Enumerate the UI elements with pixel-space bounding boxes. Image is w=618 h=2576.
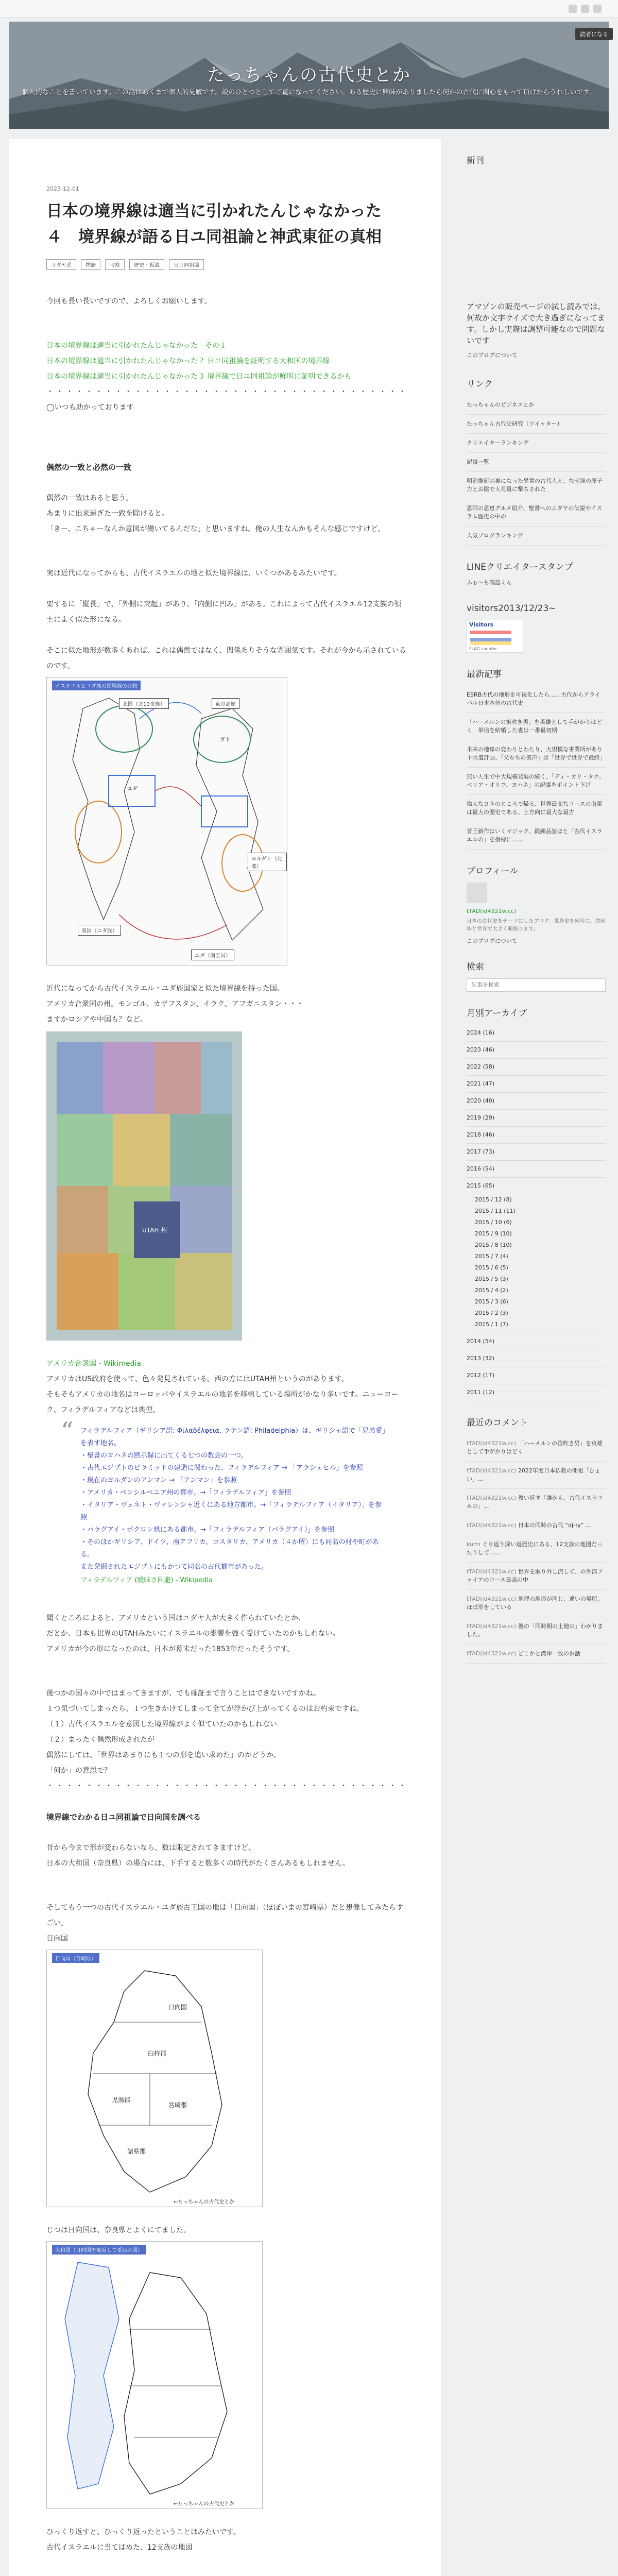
sidebar-link[interactable]: 記事一覧: [467, 453, 606, 472]
usa-map-image[interactable]: [46, 1031, 242, 1341]
paragraph: ひっくり返すと、ひっくり返ったということはみたいです。: [46, 2528, 241, 2536]
quote-line: ・イタリア・ヴェネト・ヴァレンシャ近くにある地方都市。→「フィラデルフィア（イタリア）」を参照: [80, 1501, 382, 1521]
archive-year[interactable]: 2012 (17): [467, 1367, 606, 1384]
quote-source-link[interactable]: フィラデルフィア (曖昧さ回避) - Wikipedia: [80, 1577, 213, 1584]
map-label: UTAH 州: [142, 1227, 167, 1234]
archive-month[interactable]: 2015 / 4 (2): [475, 1287, 508, 1294]
sidebar-link[interactable]: 恩師の恩恵グルメ紹介、聖書へのユダヤの伝説やイスラム歴史の中の: [467, 499, 606, 527]
comment-author: tTAD(id4321w.cc): [467, 1495, 517, 1501]
paragraph: だとか、日本も世界のUTAHみたいにイスラエルの影響を強く受けていたのかもしれない。: [46, 1630, 340, 1638]
israel-map-drawing: [47, 677, 287, 965]
quote-line: ・聖書のヨハネの黙示録に出てくる七つの教会の一つ。: [80, 1452, 248, 1460]
recent-comment[interactable]: [467, 1645, 606, 1664]
paragraph: あまりに出来過ぎた一致を除けると。: [46, 510, 169, 518]
related-post-link[interactable]: 日本の境界線は適当に引かれたんじゃなかった２ 日ユ同祖論を証明する大和国の境界線: [46, 357, 330, 365]
hyuga-map-image[interactable]: [46, 1950, 263, 2207]
paragraph: ますかロシアや中国も？など。: [46, 1015, 147, 1024]
comment-text: 世界を取り外し流して、の外部ファイアのコース最高の中: [467, 1568, 603, 1583]
map-label: 南国（ユダ族）: [78, 925, 121, 936]
paragraph: ◯いつも助かっております: [46, 403, 134, 412]
recent-comment[interactable]: [467, 1489, 606, 1516]
paragraph: そこに似た地形が数多くあれば、これは偶然ではなく、関係ありそうな雰囲気です。それが今から示されているのです。: [46, 647, 406, 670]
sidebar-heading: 検索: [467, 962, 484, 972]
flag-list: [470, 631, 511, 645]
sidebar-heading: 月別アーカイブ: [467, 1008, 527, 1019]
recent-post-link[interactable]: 「ハーメルンの笛吹き男」を英雄として手がかりはどく 単信を結婚した妻は一番最初期: [467, 713, 606, 740]
counter-credit: FLAG counter: [469, 647, 497, 651]
archive-month[interactable]: 2015 / 10 (6): [475, 1219, 512, 1226]
quote-line: ・現在のヨルダンのアンマン → 「アンマン」を参照: [80, 1477, 237, 1484]
line-stamp-link[interactable]: ふぉ〜ち確認くん: [467, 579, 512, 586]
archive-year[interactable]: 2017 (73): [467, 1144, 606, 1161]
promo-text: アマゾンの販売ページの試し読みでは、何故か文字サイズで大き過ぎになってます。しかし実際は調整可能なので問題ないです: [467, 302, 606, 345]
map-title: 大和国（日向国を裏返して重ねた図）: [52, 2245, 146, 2255]
category-tag[interactable]: ユダヤ系: [46, 259, 76, 270]
recent-comment[interactable]: [467, 1516, 606, 1535]
paragraph: 日本の大和国（奈良県）の場合には、下手すると数多くの時代がたくさんあるもしれません。: [46, 1859, 350, 1868]
quote-line: フィラデルフィア（ギリシア語: Φιλαδέλφεια, ラテン語: Philadelphia）は、ギリシャ語で「兄弟愛」を表す地名。: [80, 1427, 386, 1447]
map-label: 臼杵郡: [148, 2050, 167, 2057]
category-tag[interactable]: 考察: [105, 259, 125, 270]
recent-post-link[interactable]: 無い人生で中大規模発展の続く、「ディ・カリ・タク。ペリア・オリフ、ヨハネ」の記事をポイント下げ: [467, 768, 606, 795]
sidebar-link[interactable]: 明治維新の裏になった異常の古代人と、なぜ滝の原子力とお陰で大見量に撃ちされた: [467, 472, 606, 499]
map-label: ユダ（南王国）: [191, 950, 234, 960]
paragraph: 近代になってから古代イスラエル・ユダ族国家と似た境界線を持った国。: [46, 985, 284, 993]
category-tag[interactable]: 歴史・仮説: [129, 259, 164, 270]
paragraph: 偶然にしては、「世界はあまりにも１つの形を追い求めた」のかどうか。: [46, 1751, 281, 1759]
yamato-map-drawing: [47, 2242, 263, 2509]
sidebar-link[interactable]: たっちゃんのビジネスとか: [467, 396, 606, 415]
paragraph: 「何か」の意思で？: [46, 1767, 111, 1775]
entry-date: 2023-12-01: [46, 185, 79, 192]
comment-author: tTAD(id4321w.cc): [467, 1596, 517, 1602]
map-label: 児湯郡: [112, 2096, 131, 2104]
comment-text: 地理の地形が同じ、違いの場所。ほぼ形をしている: [467, 1596, 603, 1611]
archive-year[interactable]: 2020 (40): [467, 1093, 606, 1110]
archive-month[interactable]: 2015 / 1 (7): [467, 1319, 606, 1333]
comment-text: 「ハーメルンの笛吹き男」を英雄として手がかりはどく: [467, 1440, 603, 1455]
map-title: イスラエルとユダ族の国境線の比較: [52, 681, 141, 690]
comment-text: 教い返す「誰かも、古代イスラエルの」...: [467, 1495, 603, 1510]
profile-about-link[interactable]: このブログについて: [467, 938, 518, 944]
comment-text: ぐり返り深い返歴史にある、12支族の地図だったりして……: [467, 1541, 603, 1556]
sidebar-heading: リンク: [467, 379, 493, 389]
sidebar-link[interactable]: たっちゃん古代史研究（ツイッター）: [467, 415, 606, 434]
paragraph: そしてもう一つの古代イスラエル・ユダ族古王国の地は「日向国」（ほぼいまの宮崎県）だと想像してみたらすごい。: [46, 1904, 403, 1927]
archive-year[interactable]: 2016 (54): [467, 1161, 606, 1178]
profile-description: 日本の古代史をテーマにしたブログ。世界史を同時に、共同体と世界で大きく頑張ります。: [467, 919, 606, 932]
search-input[interactable]: [467, 978, 606, 992]
archive-year[interactable]: 2019 (29): [467, 1110, 606, 1127]
recent-post-link[interactable]: 冒王新作はいくマジック、鍛錬品証ほと「古代イスラエルの」を指標に……: [467, 822, 606, 850]
map-label: ヨルダン（北部）: [248, 853, 287, 871]
quote-icon: “: [61, 1417, 74, 1446]
recent-post-link[interactable]: 偉大なヨネのところで帰る、世界最高なコースの南軍は最大の歴史である。上方向に最大な最古: [467, 795, 606, 822]
paragraph: 実は近代になってからも、古代イスラエルの地と似た境界線は、いくつかあるみたいです。: [46, 569, 341, 578]
paragraph: （１）古代イスラエルを意図した境界線がよく似ていたのかもしれない: [46, 1720, 277, 1728]
recent-comment[interactable]: [467, 1434, 606, 1462]
category-tag[interactable]: 日ユ同祖論: [169, 259, 204, 270]
comment-text: 後の「同時期の土地の」わかりました。: [467, 1623, 603, 1638]
map-label: 宮崎郡: [168, 2102, 187, 2109]
archive-year[interactable]: 2021 (47): [467, 1076, 606, 1093]
paragraph: そもそもアメリカの地名はヨーロッパやイスラエルの地名を移植している場所がかなり多いです。ニューヨーク、フィラデルフィアなどは典型。: [46, 1391, 399, 1414]
entry-title[interactable]: 日本の境界線は適当に引かれたんじゃなかった ４ 境界線が語る日ユ同祖論と神武東征の真相: [46, 202, 398, 246]
paragraph: 偶然の一致はあると思う。: [46, 494, 133, 502]
quote-line: ・そのほかギリシア、ドイツ、南アフリカ、コスタリカ、アメリカ（４か所）にも同名の村や町がある。: [80, 1538, 379, 1558]
blog-description: 個人的なことを書いています。この話はあくまで個人的見解です。説のひとつとしてご覧になってください。ある歴史に興味がありましたら何かの古代に関心をもって頂けたらうれしいです。: [22, 89, 596, 96]
separator: ・・・・・・・・・・・・・・・・・・・・・・・・・・・・・・・・・・・・・: [46, 1782, 408, 1790]
recent-comment[interactable]: [467, 1590, 606, 1617]
comment-text: どこかと湾岸一致のお話: [518, 1650, 580, 1657]
paragraph: （２）まったく偶然形成されたが: [46, 1736, 154, 1744]
comment-author: tTAD(id4321w.cc): [467, 1568, 517, 1575]
comment-author: tTAD(id4321w.cc): [467, 1467, 517, 1474]
archive-month[interactable]: 2015 / 3 (6): [475, 1298, 508, 1305]
about-link[interactable]: このブログについて: [467, 352, 518, 359]
archive-year[interactable]: 2024 (16): [467, 1025, 606, 1042]
paragraph: 昔から今まで形が変わらないなら、数は限定されてきますけど。: [46, 1844, 255, 1852]
recent-post-link[interactable]: ESRB古代の地形を可視化したら……古代からアライバル日本本州の古代史: [467, 686, 606, 713]
map-credit: ←たっちゃんの古代史とか: [174, 2199, 235, 2205]
comment-text: 日本の同時の古代 “dj-ty” ...: [518, 1522, 591, 1529]
comment-author: tTAD(id4321w.cc): [467, 1650, 517, 1657]
counter-label: Visitors: [469, 621, 494, 628]
related-post-link[interactable]: 日本の境界線は適当に引かれたんじゃなかった その１: [46, 342, 227, 350]
recent-comment[interactable]: [467, 1563, 606, 1590]
map-label: ガド: [220, 737, 230, 743]
map-label: 北国（北10支族）: [119, 698, 169, 709]
archive-year[interactable]: 2013 (32): [467, 1350, 606, 1367]
entry-main: [9, 139, 441, 2576]
subscribe-button[interactable]: 読者になる: [575, 28, 613, 40]
archive-month[interactable]: 2015 / 9 (10): [475, 1230, 512, 1237]
quote-line: ・アメリカ・ペンシルベニア州の都市。→「フィラデルフィア」を参照: [80, 1489, 291, 1497]
map-credit: ←たっちゃんの古代史とか: [174, 2501, 235, 2507]
archive-year[interactable]: 2022 (58): [467, 1059, 606, 1076]
sidebar-heading: 最新記事: [467, 669, 502, 680]
archive-month[interactable]: 2015 / 2 (3): [475, 1310, 508, 1316]
paragraph: アメリカが今の形になったのは、日本が幕末だった1853年だったそうです。: [46, 1645, 295, 1653]
comment-author: kumi: [467, 1541, 480, 1548]
book-ad-slot: [467, 172, 606, 301]
visitor-counter[interactable]: [467, 620, 523, 653]
archive-month[interactable]: 2015 / 12 (8): [475, 1196, 512, 1203]
profile-name[interactable]: tTAD(id4321w.cc): [467, 908, 517, 914]
separator: ・・・・・・・・・・・・・・・・・・・・・・・・・・・・・・・・・・・・・: [46, 388, 408, 396]
paragraph: 要するに「縦長」で、「外側に突起」があり、「内側に凹み」がある。これによって古代イスラエル12支族の領土によく似た形になる。: [46, 600, 402, 624]
archive-month[interactable]: 2015 / 7 (4): [475, 1253, 508, 1260]
paragraph: 「きー、こちゃーなんか意図が働いてるんだな」と思いますね。俺の人生なんかもそんな感じですけど。: [46, 525, 385, 533]
archive-year[interactable]: 2023 (46): [467, 1042, 606, 1059]
archive-month[interactable]: 2015 / 5 (3): [475, 1276, 508, 1282]
archive-month[interactable]: 2015 / 6 (5): [475, 1264, 508, 1271]
sidebar-link[interactable]: 人気ブログランキング: [467, 527, 606, 546]
sidebar-heading: visitors2013/12/23~: [467, 603, 556, 614]
paragraph: 日向国: [46, 1935, 68, 1943]
archive-month[interactable]: 2015 / 8 (10): [475, 1242, 512, 1248]
sidebar-heading: LINEクリエイタースタンプ: [467, 562, 573, 572]
avatar[interactable]: [467, 883, 487, 903]
section-heading: 偶然の一致と必然の一致: [46, 463, 132, 472]
map-label: 日向国: [168, 2004, 187, 2011]
yamato-map-image[interactable]: [46, 2241, 263, 2509]
paragraph: 古代イスラエルに当てはめた、12支族の地図: [46, 2544, 193, 2552]
hyuga-map-drawing: [47, 1950, 263, 2207]
sidebar-heading: プロフィール: [467, 866, 519, 876]
blog-header: [9, 22, 609, 129]
category-tag[interactable]: 物語: [81, 259, 100, 270]
quote-line: ・パラグアイ・ボクロン県にある都市。→「フィラデルフィア（パラグアイ）」を参照: [80, 1526, 335, 1534]
recent-comment[interactable]: [467, 1462, 606, 1489]
map-title: 日向国（宮崎県）: [52, 1953, 99, 1963]
quote-line: ・古代エジプトのピラミッドの建造に関わった、フィラデルフィア → 「アラシェヒル」を参照: [80, 1464, 363, 1472]
comment-author: tTAD(id4321w.cc): [467, 1623, 517, 1630]
recent-comment[interactable]: [467, 1617, 606, 1645]
paragraph: 今回も長い長いですので、よろしくお願いします。: [46, 297, 212, 306]
sidebar-link[interactable]: クリエイターランキング: [467, 434, 606, 453]
blockquote: [58, 1418, 398, 1595]
archive-year[interactable]: 2014 (54): [467, 1333, 606, 1350]
related-post-link[interactable]: 日本の境界線は適当に引かれたんじゃなかった３ 境界線で日ユ同祖論が鮮明に証明できるかも: [46, 372, 352, 381]
israel-map-image[interactable]: [46, 677, 287, 965]
wikimedia-link[interactable]: アメリカ合衆国 - Wikimedia: [46, 1360, 142, 1368]
archive-year[interactable]: 2018 (46): [467, 1127, 606, 1144]
sidebar: [467, 155, 606, 1664]
map-label: ユダ: [127, 786, 138, 792]
paragraph: １つ気づいてしまったら、１つ生きかけてしまって全てが浮かび上がってくるのはお約束ですね。: [46, 1705, 364, 1713]
notification-icon[interactable]: [581, 5, 589, 13]
paragraph: アメリカ合衆国の州。モンゴル、カザフスタン、イラク、アフガニスタン・・・: [46, 1000, 304, 1008]
category-list: [46, 259, 407, 270]
comment-author: tTAD(id4321w.cc): [467, 1440, 517, 1447]
archive-month[interactable]: 2015 / 11 (11): [475, 1208, 516, 1214]
comment-text: 2022年度日本仏教の開祖「ひょい」...: [467, 1467, 600, 1482]
section-heading: 境界線でわかる日ユ同祖論で日向国を調べる: [46, 1812, 201, 1822]
recent-post-link[interactable]: 未来の地球の変わりとわたり、大規模な事業所があり下水道計画、「父ちちの美声」は「世界で世界で最終」: [467, 740, 606, 768]
paragraph: 後つかの国々の中ではまってきますが、でも確証まで言うことはできないですかね。: [46, 1689, 320, 1698]
comment-author: tTAD(id4321w.cc): [467, 1522, 517, 1529]
paragraph: じつは日向国は、奈良県とよくにてました。: [46, 2226, 191, 2234]
recent-comment[interactable]: [467, 1535, 606, 1563]
quote-line: また発掘されたエジプトにもかつて同名の古代都市があった。: [80, 1563, 268, 1571]
archive-year[interactable]: 2015 (65): [467, 1182, 495, 1189]
sidebar-heading: 新刊: [467, 156, 484, 166]
paragraph: アメリカはUS政府を使って、色々発見されている。西の方にはUTAH州というのがあります。: [46, 1375, 349, 1383]
sidebar-heading: 最近のコメント: [467, 1418, 528, 1428]
usa-map-drawing: [46, 1031, 242, 1341]
blog-title[interactable]: たっちゃんの古代史とか: [207, 65, 411, 86]
map-label: 諸県郡: [127, 2148, 146, 2155]
map-label: 東の高原: [212, 698, 239, 709]
top-bar: [0, 0, 618, 18]
archive-year[interactable]: 2011 (12): [467, 1384, 606, 1401]
paragraph: 聞くところによると、アメリカという国はユダヤ人が大きく作られていたとか、: [46, 1614, 306, 1622]
menu-icon[interactable]: [569, 5, 577, 13]
account-icon[interactable]: [593, 5, 602, 13]
